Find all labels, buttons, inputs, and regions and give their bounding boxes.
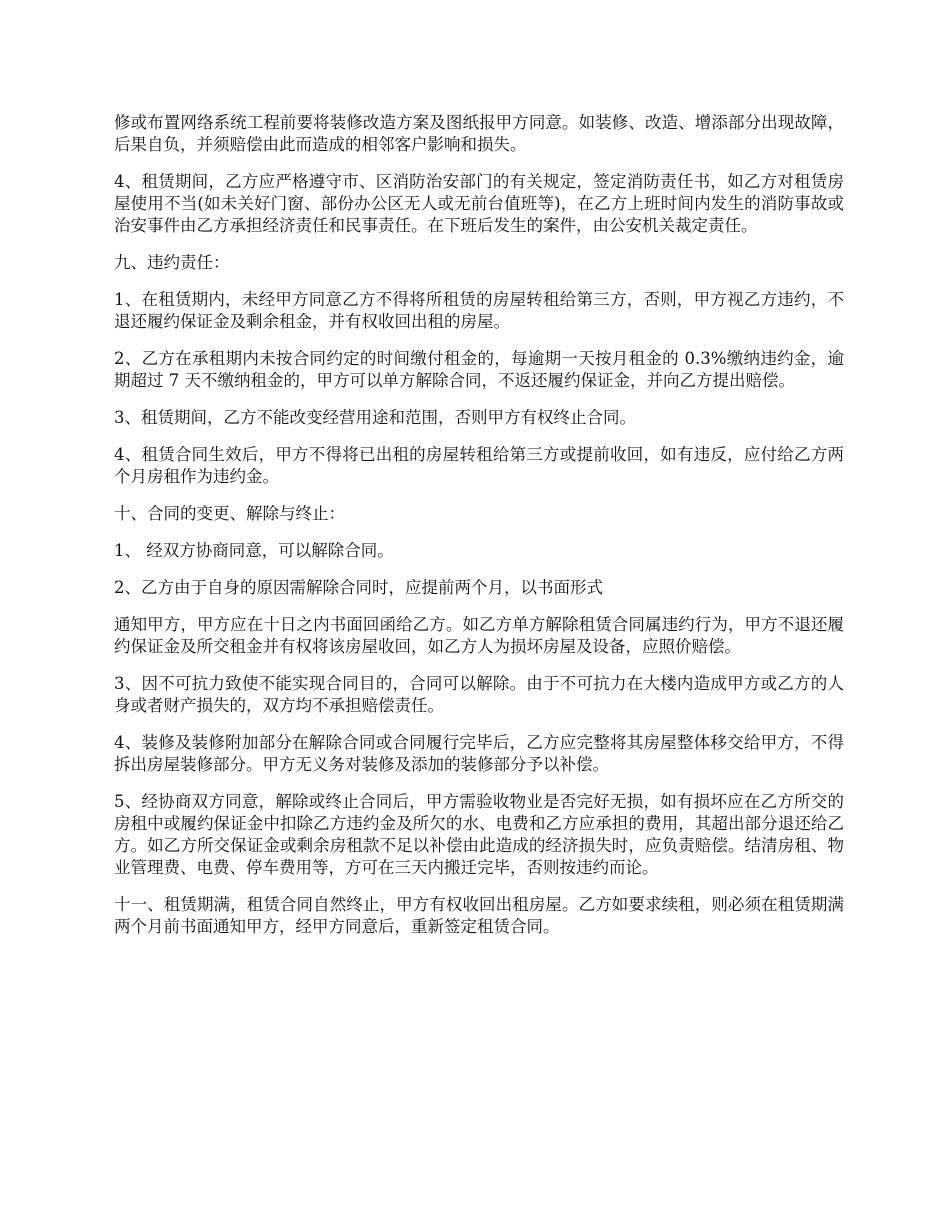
section-heading-termination: 十、合同的变更、解除与终止： xyxy=(114,504,345,523)
paragraph-renovation-handover: 4、装修及装修附加部分在解除合同或合同履行完毕后，乙方应完整将其房屋整体移交给甲方，不得拆出房屋装修部分。甲方无义务对装修及添加的装修部分予以补偿。 xyxy=(114,733,844,774)
paragraph-landlord-breach: 4、租赁合同生效后，甲方不得将已出租的房屋转租给第三方或提前收回，如有违反，应付给乙方两个月房租作为违约金。 xyxy=(114,445,844,486)
paragraph-mutual-termination: 1、 经双方协商同意，可以解除合同。 xyxy=(114,541,394,560)
document-page xyxy=(114,112,844,953)
paragraph-termination-notice: 通知甲方，甲方应在十日之内书面回函给乙方。如乙方单方解除租赁合同属违约行为，甲方不退还履约保证金及所交租金并有权将该房屋收回，如乙方人为损坏房屋及设备，应照价赔偿。 xyxy=(114,615,844,656)
paragraph-lease-expiry: 十一、租赁期满，租赁合同自然终止，甲方有权收回出租房屋。乙方如要求续租，则必须在租赁期满两个月前书面通知甲方，经甲方同意后，重新签定租赁合同。 xyxy=(114,895,844,936)
paragraph-fire-safety: 4、租赁期间，乙方应严格遵守市、区消防治安部门的有关规定，签定消防责任书，如乙方对租赁房屋使用不当(如未关好门窗、部份办公区无人或无前台值班等)，在乙方上班时间内发生的消防事故或治安事件由乙方承担经济责任和民事责任。在下班后发生的案件，由公安机关裁定责任。 xyxy=(114,172,844,235)
paragraph-renovation-approval: 修或布置网络系统工程前要将装修改造方案及图纸报甲方同意。如装修、改造、增添部分出现故障，后果自负，并须赔偿由此而造成的相邻客户影响和损失。 xyxy=(114,113,844,154)
paragraph-tenant-termination: 2、乙方由于自身的原因需解除合同时，应提前两个月，以书面形式 xyxy=(114,578,603,597)
paragraph-property-inspection: 5、经协商双方同意，解除或终止合同后，甲方需验收物业是否完好无损，如有损坏应在乙方所交的房租中或履约保证金中扣除乙方违约金及所欠的水、电费和乙方应承担的费用，其超出部分退还给乙方。如乙方所交保证金或剩余房租款不足以补偿由此造成的经济损失时，应负责赔偿。结清房租、物业管理费、电费、停车费用等，方可在三天内搬迁完毕，否则按违约而论。 xyxy=(114,792,844,877)
paragraph-force-majeure: 3、因不可抗力致使不能实现合同目的，合同可以解除。由于不可抗力在大楼内造成甲方或乙方的人身或者财产损失的，双方均不承担赔偿责任。 xyxy=(114,674,844,715)
paragraph-sublease-breach: 1、在租赁期内，未经甲方同意乙方不得将所租赁的房屋转租给第三方，否则，甲方视乙方违约，不退还履约保证金及剩余租金，并有权收回出租的房屋。 xyxy=(114,290,844,331)
section-heading-breach: 九、违约责任： xyxy=(114,253,230,272)
paragraph-late-rent: 2、乙方在承租期内未按合同约定的时间缴付租金的，每逾期一天按月租金的 0.3%缴纳违约金，逾期超过 7 天不缴纳租金的，甲方可以单方解除合同，不返还履约保证金，并向乙方提出赔偿。 xyxy=(114,349,844,390)
paragraph-business-scope: 3、租赁期间，乙方不能改变经营用途和范围，否则甲方有权终止合同。 xyxy=(114,408,636,427)
